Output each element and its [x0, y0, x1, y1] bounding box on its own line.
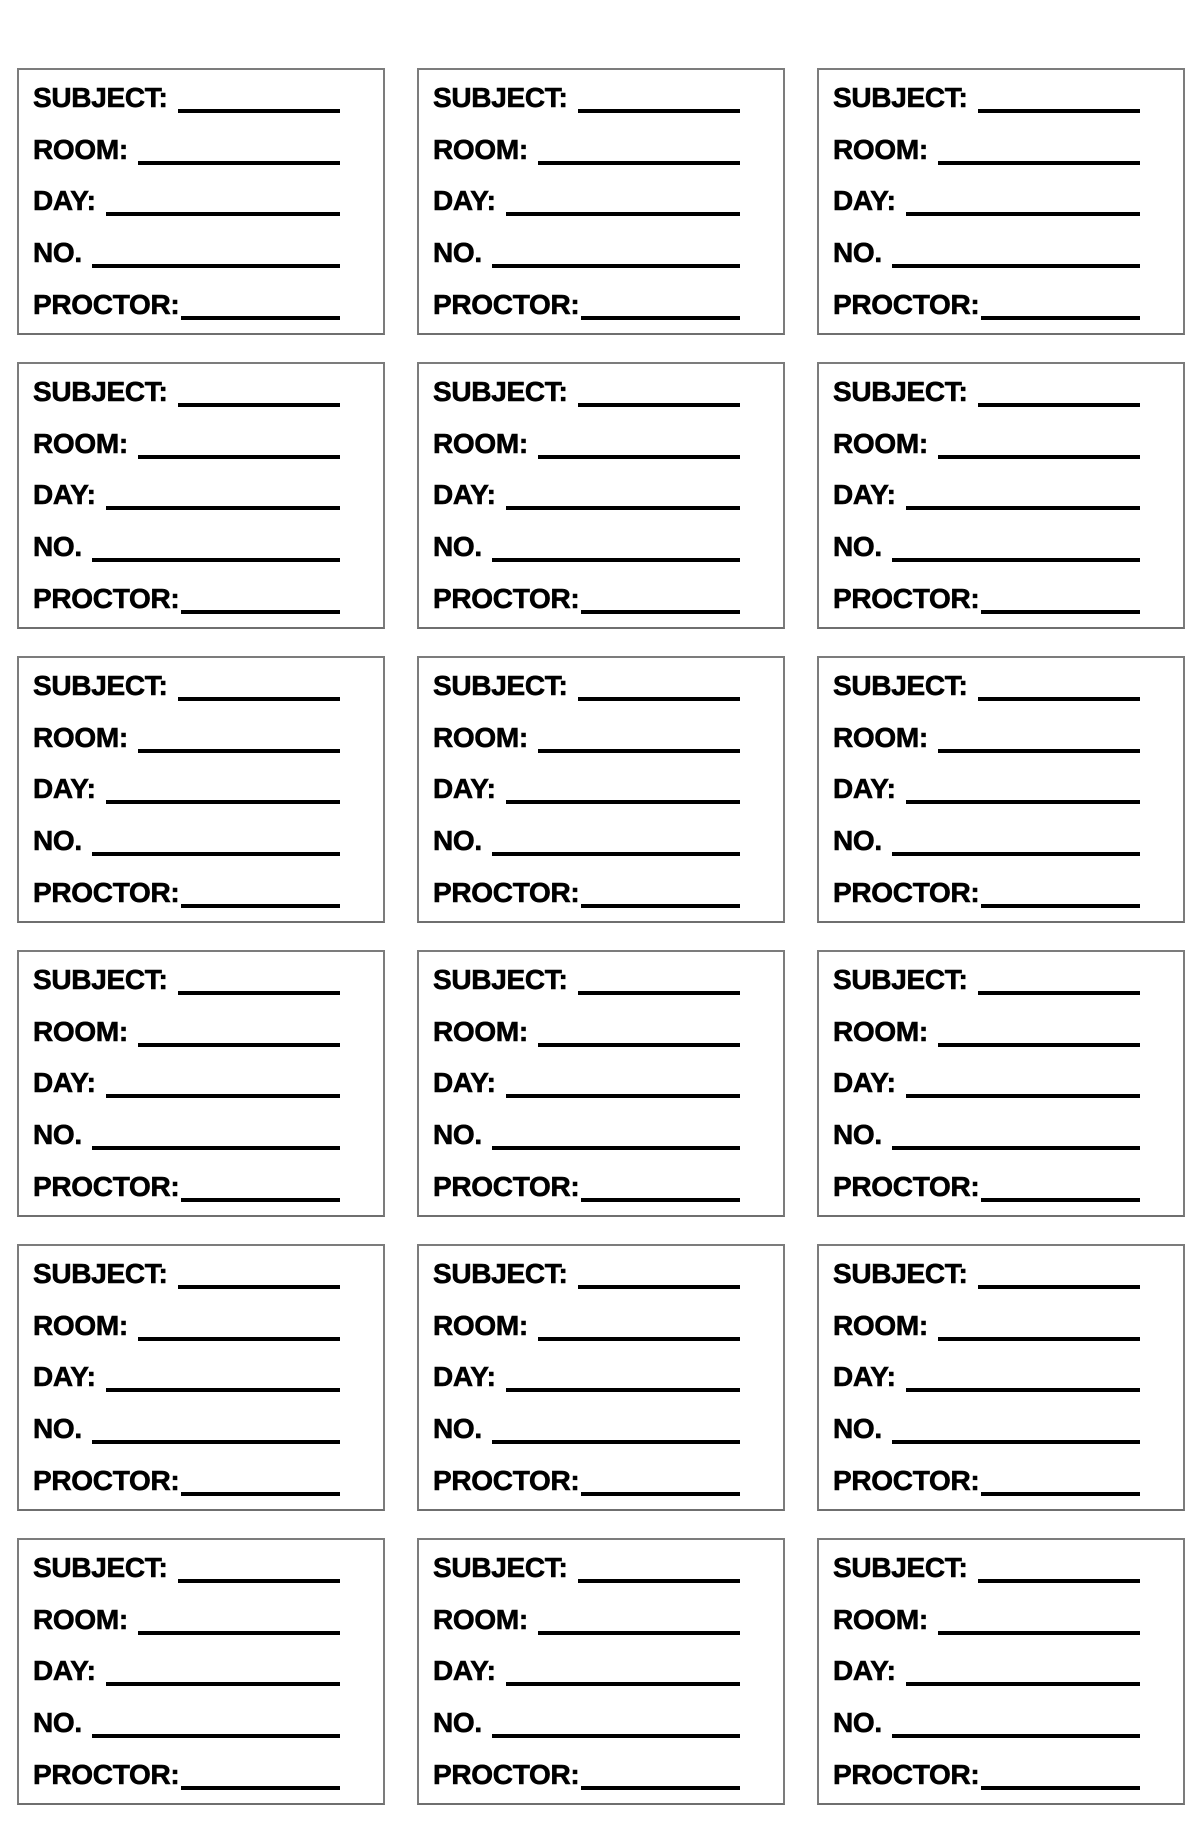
field-day	[433, 1058, 740, 1110]
field-day	[33, 176, 340, 228]
field-day	[833, 764, 1140, 816]
proctor-label: PROCTOR:	[33, 1465, 180, 1497]
day-blank-line	[906, 506, 1140, 510]
proctor-blank-line	[181, 316, 340, 320]
exam-label-card	[417, 950, 785, 1217]
field-subject	[433, 1248, 740, 1300]
field-proctor	[433, 867, 740, 919]
exam-label-card	[817, 1538, 1185, 1805]
no-blank-line	[892, 1734, 1140, 1738]
no-label: NO.	[833, 237, 882, 269]
room-label: ROOM:	[33, 427, 128, 459]
day-blank-line	[906, 800, 1140, 804]
day-label: DAY:	[33, 479, 96, 511]
subject-label: SUBJECT:	[33, 1551, 168, 1583]
subject-label: SUBJECT:	[833, 1257, 968, 1289]
field-proctor	[833, 867, 1140, 919]
subject-label: SUBJECT:	[33, 1257, 168, 1289]
day-blank-line	[906, 1682, 1140, 1686]
no-label: NO.	[33, 1413, 82, 1445]
field-subject	[433, 72, 740, 124]
proctor-blank-line	[981, 316, 1140, 320]
field-day	[433, 176, 740, 228]
day-label: DAY:	[833, 773, 896, 805]
field-proctor	[33, 1749, 340, 1801]
field-subject	[33, 660, 340, 712]
day-blank-line	[106, 506, 340, 510]
proctor-blank-line	[581, 1786, 740, 1790]
field-subject	[33, 1542, 340, 1594]
field-no	[433, 521, 740, 573]
subject-label: SUBJECT:	[833, 81, 968, 113]
field-room	[833, 1300, 1140, 1352]
room-blank-line	[538, 1337, 740, 1341]
field-proctor	[833, 1749, 1140, 1801]
proctor-blank-line	[181, 904, 340, 908]
field-no	[833, 1109, 1140, 1161]
proctor-blank-line	[181, 1786, 340, 1790]
room-blank-line	[538, 455, 740, 459]
field-proctor	[33, 279, 340, 331]
field-no	[433, 1403, 740, 1455]
subject-blank-line	[978, 1579, 1140, 1583]
subject-blank-line	[978, 697, 1140, 701]
field-subject	[33, 72, 340, 124]
room-label: ROOM:	[33, 1309, 128, 1341]
no-label: NO.	[433, 1707, 482, 1739]
day-blank-line	[506, 1388, 740, 1392]
subject-blank-line	[978, 991, 1140, 995]
field-subject	[833, 1248, 1140, 1300]
room-blank-line	[538, 1043, 740, 1047]
field-no	[833, 1697, 1140, 1749]
day-label: DAY:	[433, 773, 496, 805]
room-label: ROOM:	[33, 1603, 128, 1635]
no-blank-line	[92, 1734, 340, 1738]
day-blank-line	[106, 1094, 340, 1098]
field-subject	[33, 954, 340, 1006]
field-no	[833, 1403, 1140, 1455]
exam-label-card	[417, 362, 785, 629]
field-day	[433, 764, 740, 816]
field-room	[433, 418, 740, 470]
room-blank-line	[938, 749, 1140, 753]
day-label: DAY:	[833, 479, 896, 511]
exam-label-card	[817, 1244, 1185, 1511]
no-blank-line	[92, 1440, 340, 1444]
day-label: DAY:	[833, 1361, 896, 1393]
field-room	[833, 124, 1140, 176]
field-day	[433, 470, 740, 522]
room-blank-line	[938, 161, 1140, 165]
field-no	[33, 815, 340, 867]
subject-blank-line	[578, 991, 740, 995]
proctor-label: PROCTOR:	[433, 1465, 580, 1497]
proctor-blank-line	[981, 1786, 1140, 1790]
no-label: NO.	[833, 1119, 882, 1151]
subject-blank-line	[978, 1285, 1140, 1289]
field-day	[33, 764, 340, 816]
exam-label-card	[817, 950, 1185, 1217]
no-blank-line	[492, 1734, 740, 1738]
field-no	[433, 1109, 740, 1161]
field-no	[433, 1697, 740, 1749]
field-room	[833, 418, 1140, 470]
proctor-blank-line	[181, 610, 340, 614]
exam-label-card	[417, 1538, 785, 1805]
subject-label: SUBJECT:	[433, 81, 568, 113]
field-room	[433, 1300, 740, 1352]
no-blank-line	[492, 264, 740, 268]
no-label: NO.	[433, 531, 482, 563]
day-blank-line	[506, 1682, 740, 1686]
field-proctor	[33, 1455, 340, 1507]
room-label: ROOM:	[833, 1603, 928, 1635]
no-label: NO.	[833, 825, 882, 857]
no-label: NO.	[433, 1413, 482, 1445]
field-no	[833, 815, 1140, 867]
proctor-blank-line	[981, 1492, 1140, 1496]
field-room	[833, 1594, 1140, 1646]
no-blank-line	[492, 558, 740, 562]
field-day	[433, 1352, 740, 1404]
no-blank-line	[92, 852, 340, 856]
field-proctor	[33, 1161, 340, 1213]
field-proctor	[433, 1749, 740, 1801]
field-room	[33, 124, 340, 176]
subject-label: SUBJECT:	[833, 963, 968, 995]
subject-label: SUBJECT:	[33, 963, 168, 995]
proctor-label: PROCTOR:	[433, 1171, 580, 1203]
field-proctor	[433, 1161, 740, 1213]
subject-blank-line	[578, 109, 740, 113]
subject-label: SUBJECT:	[33, 81, 168, 113]
subject-blank-line	[178, 697, 340, 701]
day-label: DAY:	[433, 479, 496, 511]
room-blank-line	[138, 1043, 340, 1047]
proctor-blank-line	[581, 904, 740, 908]
field-subject	[433, 660, 740, 712]
proctor-blank-line	[581, 316, 740, 320]
field-room	[33, 418, 340, 470]
field-room	[833, 712, 1140, 764]
field-proctor	[433, 573, 740, 625]
field-subject	[833, 660, 1140, 712]
field-proctor	[833, 1161, 1140, 1213]
exam-label-card	[417, 68, 785, 335]
field-day	[833, 1352, 1140, 1404]
room-label: ROOM:	[833, 721, 928, 753]
exam-label-card	[17, 656, 385, 923]
no-label: NO.	[33, 531, 82, 563]
field-subject	[833, 72, 1140, 124]
subject-label: SUBJECT:	[433, 375, 568, 407]
field-room	[33, 1006, 340, 1058]
field-room	[433, 712, 740, 764]
room-blank-line	[938, 455, 1140, 459]
subject-blank-line	[178, 1285, 340, 1289]
proctor-label: PROCTOR:	[33, 1171, 180, 1203]
room-label: ROOM:	[33, 1015, 128, 1047]
field-no	[33, 521, 340, 573]
proctor-label: PROCTOR:	[833, 1465, 980, 1497]
subject-label: SUBJECT:	[833, 1551, 968, 1583]
field-no	[33, 227, 340, 279]
day-label: DAY:	[433, 1655, 496, 1687]
subject-blank-line	[578, 403, 740, 407]
room-blank-line	[538, 749, 740, 753]
field-subject	[833, 1542, 1140, 1594]
room-blank-line	[938, 1631, 1140, 1635]
field-room	[433, 124, 740, 176]
day-blank-line	[506, 212, 740, 216]
field-no	[433, 815, 740, 867]
field-subject	[33, 366, 340, 418]
subject-blank-line	[178, 403, 340, 407]
exam-label-card	[817, 656, 1185, 923]
field-day	[33, 1352, 340, 1404]
no-label: NO.	[833, 1707, 882, 1739]
field-no	[33, 1697, 340, 1749]
field-room	[33, 1594, 340, 1646]
subject-label: SUBJECT:	[33, 669, 168, 701]
proctor-blank-line	[581, 1198, 740, 1202]
day-blank-line	[106, 1388, 340, 1392]
no-label: NO.	[433, 237, 482, 269]
room-blank-line	[138, 161, 340, 165]
proctor-label: PROCTOR:	[33, 877, 180, 909]
field-proctor	[833, 1455, 1140, 1507]
day-blank-line	[106, 800, 340, 804]
room-blank-line	[138, 455, 340, 459]
exam-label-card	[17, 362, 385, 629]
exam-label-card	[17, 1538, 385, 1805]
proctor-blank-line	[181, 1198, 340, 1202]
day-label: DAY:	[833, 1067, 896, 1099]
day-label: DAY:	[833, 185, 896, 217]
room-blank-line	[938, 1337, 1140, 1341]
no-blank-line	[892, 558, 1140, 562]
field-room	[433, 1006, 740, 1058]
field-room	[433, 1594, 740, 1646]
room-label: ROOM:	[833, 133, 928, 165]
proctor-blank-line	[981, 610, 1140, 614]
exam-label-card	[17, 68, 385, 335]
no-blank-line	[492, 1440, 740, 1444]
room-blank-line	[138, 1337, 340, 1341]
subject-label: SUBJECT:	[433, 1257, 568, 1289]
no-blank-line	[892, 1146, 1140, 1150]
proctor-label: PROCTOR:	[433, 1759, 580, 1791]
day-label: DAY:	[433, 1361, 496, 1393]
room-label: ROOM:	[433, 1309, 528, 1341]
subject-blank-line	[578, 1285, 740, 1289]
field-room	[833, 1006, 1140, 1058]
subject-label: SUBJECT:	[833, 375, 968, 407]
subject-blank-line	[978, 403, 1140, 407]
field-day	[833, 1058, 1140, 1110]
subject-label: SUBJECT:	[33, 375, 168, 407]
proctor-label: PROCTOR:	[433, 583, 580, 615]
no-label: NO.	[433, 1119, 482, 1151]
field-proctor	[433, 1455, 740, 1507]
day-blank-line	[506, 1094, 740, 1098]
field-proctor	[33, 573, 340, 625]
field-no	[833, 227, 1140, 279]
day-blank-line	[106, 1682, 340, 1686]
subject-label: SUBJECT:	[433, 1551, 568, 1583]
no-label: NO.	[433, 825, 482, 857]
field-no	[433, 227, 740, 279]
proctor-label: PROCTOR:	[33, 1759, 180, 1791]
day-label: DAY:	[33, 1067, 96, 1099]
no-label: NO.	[33, 1119, 82, 1151]
subject-blank-line	[178, 1579, 340, 1583]
room-label: ROOM:	[433, 133, 528, 165]
field-proctor	[833, 573, 1140, 625]
proctor-blank-line	[581, 1492, 740, 1496]
day-label: DAY:	[33, 773, 96, 805]
no-label: NO.	[33, 237, 82, 269]
field-day	[433, 1646, 740, 1698]
no-label: NO.	[833, 1413, 882, 1445]
subject-blank-line	[978, 109, 1140, 113]
proctor-label: PROCTOR:	[833, 1171, 980, 1203]
day-label: DAY:	[33, 1655, 96, 1687]
field-subject	[433, 1542, 740, 1594]
field-proctor	[833, 279, 1140, 331]
day-blank-line	[506, 506, 740, 510]
subject-blank-line	[178, 109, 340, 113]
field-subject	[33, 1248, 340, 1300]
subject-label: SUBJECT:	[433, 963, 568, 995]
exam-label-card	[817, 362, 1185, 629]
no-blank-line	[492, 1146, 740, 1150]
field-no	[833, 521, 1140, 573]
proctor-label: PROCTOR:	[433, 289, 580, 321]
no-blank-line	[892, 852, 1140, 856]
exam-label-card	[17, 1244, 385, 1511]
room-label: ROOM:	[833, 1015, 928, 1047]
field-day	[833, 470, 1140, 522]
no-blank-line	[892, 1440, 1140, 1444]
proctor-label: PROCTOR:	[833, 877, 980, 909]
field-proctor	[433, 279, 740, 331]
proctor-label: PROCTOR:	[33, 583, 180, 615]
subject-label: SUBJECT:	[833, 669, 968, 701]
room-label: ROOM:	[33, 133, 128, 165]
proctor-blank-line	[981, 904, 1140, 908]
field-room	[33, 712, 340, 764]
room-label: ROOM:	[433, 721, 528, 753]
field-day	[33, 1646, 340, 1698]
field-no	[33, 1403, 340, 1455]
field-subject	[833, 366, 1140, 418]
no-label: NO.	[33, 825, 82, 857]
exam-label-card	[817, 68, 1185, 335]
day-blank-line	[906, 1094, 1140, 1098]
proctor-label: PROCTOR:	[833, 583, 980, 615]
subject-blank-line	[578, 697, 740, 701]
subject-blank-line	[578, 1579, 740, 1583]
field-day	[833, 176, 1140, 228]
field-subject	[833, 954, 1140, 1006]
exam-label-card	[417, 1244, 785, 1511]
proctor-label: PROCTOR:	[433, 877, 580, 909]
room-label: ROOM:	[433, 1015, 528, 1047]
room-label: ROOM:	[833, 427, 928, 459]
field-day	[833, 1646, 1140, 1698]
field-proctor	[33, 867, 340, 919]
room-blank-line	[138, 749, 340, 753]
room-label: ROOM:	[33, 721, 128, 753]
subject-blank-line	[178, 991, 340, 995]
day-blank-line	[106, 212, 340, 216]
day-label: DAY:	[33, 185, 96, 217]
proctor-label: PROCTOR:	[833, 1759, 980, 1791]
proctor-blank-line	[981, 1198, 1140, 1202]
field-day	[33, 1058, 340, 1110]
no-blank-line	[92, 1146, 340, 1150]
room-blank-line	[538, 161, 740, 165]
field-subject	[433, 366, 740, 418]
day-blank-line	[906, 1388, 1140, 1392]
day-blank-line	[506, 800, 740, 804]
proctor-blank-line	[181, 1492, 340, 1496]
no-label: NO.	[33, 1707, 82, 1739]
subject-label: SUBJECT:	[433, 669, 568, 701]
no-blank-line	[92, 264, 340, 268]
room-blank-line	[938, 1043, 1140, 1047]
room-label: ROOM:	[433, 427, 528, 459]
no-label: NO.	[833, 531, 882, 563]
day-label: DAY:	[33, 1361, 96, 1393]
exam-label-card	[17, 950, 385, 1217]
day-label: DAY:	[833, 1655, 896, 1687]
room-label: ROOM:	[833, 1309, 928, 1341]
room-label: ROOM:	[433, 1603, 528, 1635]
room-blank-line	[538, 1631, 740, 1635]
proctor-blank-line	[581, 610, 740, 614]
no-blank-line	[92, 558, 340, 562]
no-blank-line	[892, 264, 1140, 268]
field-subject	[433, 954, 740, 1006]
field-room	[33, 1300, 340, 1352]
proctor-label: PROCTOR:	[33, 289, 180, 321]
proctor-label: PROCTOR:	[833, 289, 980, 321]
exam-label-card	[417, 656, 785, 923]
day-label: DAY:	[433, 185, 496, 217]
no-blank-line	[492, 852, 740, 856]
day-blank-line	[906, 212, 1140, 216]
field-day	[33, 470, 340, 522]
field-no	[33, 1109, 340, 1161]
room-blank-line	[138, 1631, 340, 1635]
day-label: DAY:	[433, 1067, 496, 1099]
